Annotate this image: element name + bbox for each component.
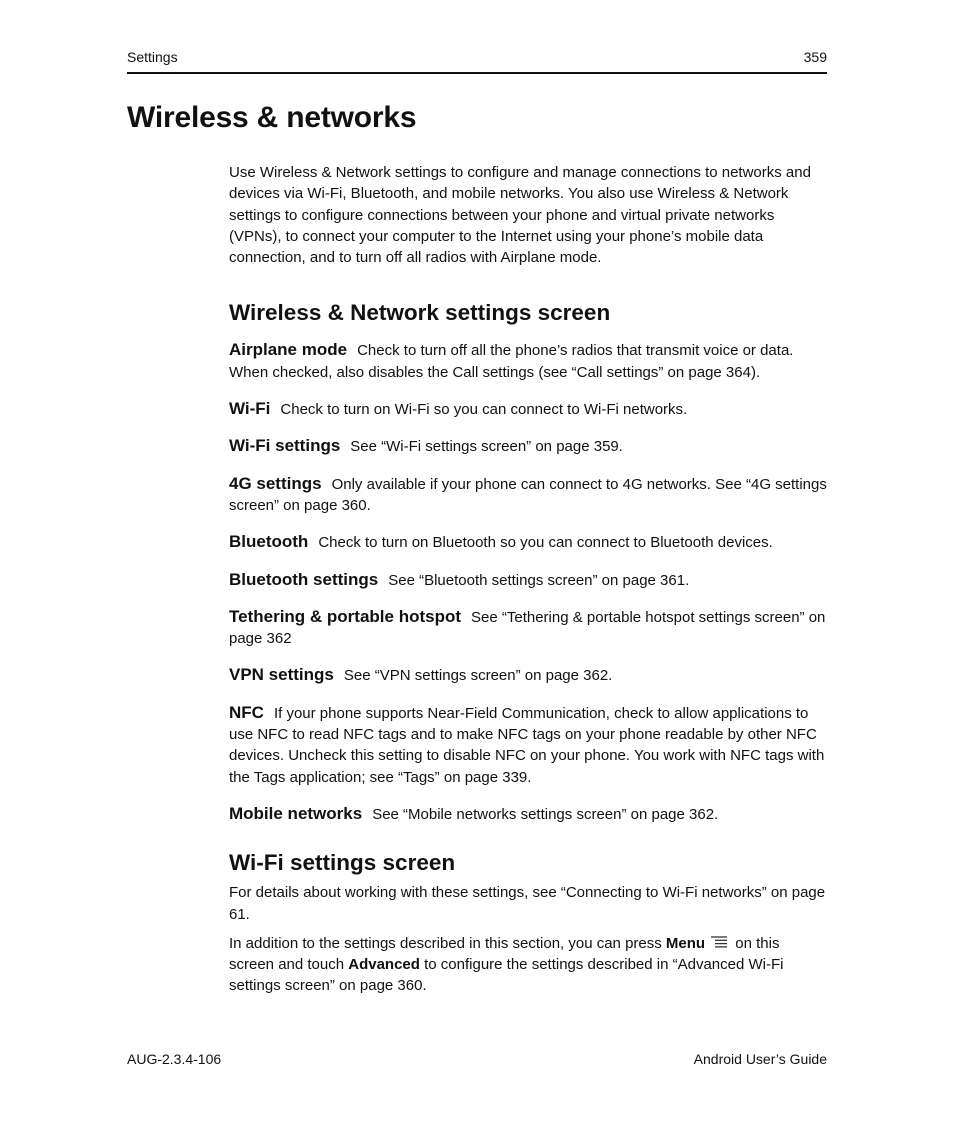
definition-desc: Only available if your phone can connect to 4G networks. See “4G settings screen” on page 360. <box>229 475 827 514</box>
definition-desc: See “Bluetooth settings screen” on page 361. <box>388 571 690 589</box>
section-heading-wireless-network: Wireless & Network settings screen <box>229 300 611 326</box>
footer-doc-id: AUG-2.3.4-106 <box>127 1051 222 1067</box>
definition-desc: If your phone supports Near-Field Communication, check to allow applications to use NFC to read NFC tags and to make NFC tags on your phone readable by other NFC devices. Uncheck this setting to disable NFC on your phone. You work with NFC tags with the Tags application; see “Tags” on page 339. <box>229 704 825 786</box>
main-content <box>229 162 827 1005</box>
wifi-settings-section <box>229 849 827 996</box>
definition-item <box>229 803 827 825</box>
intro-paragraph: Use Wireless & Network settings to configure and manage connections to networks and devices via Wi-Fi, Bluetooth, and mobile networks. You also use Wireless & Network settings to configure connections between your phone and virtual private networks (VPNs), to connect your computer to the Internet using your phone’s mobile data connection, and to turn off all radios with Airplane mode. <box>229 164 811 267</box>
definition-item <box>229 473 827 517</box>
wifi-paragraph-2 <box>229 933 827 997</box>
definition-term: Tethering & portable hotspot <box>229 606 462 626</box>
definition-term: Wi-Fi settings <box>229 436 341 456</box>
advanced-label: Advanced <box>348 956 420 974</box>
footer-guide-title: Android User’s Guide <box>693 1051 827 1067</box>
definition-item <box>229 569 827 591</box>
definition-item <box>229 339 827 383</box>
definition-desc: See “Tethering & portable hotspot settings screen” on page 362 <box>229 608 826 648</box>
settings-definition-list <box>229 339 827 825</box>
definition-item <box>229 664 827 686</box>
page-header <box>127 48 827 74</box>
definition-item <box>229 702 827 788</box>
definition-item <box>229 398 827 420</box>
definition-item <box>229 531 827 553</box>
definition-item <box>229 606 827 650</box>
definition-term: 4G settings <box>229 473 322 493</box>
definition-term: Bluetooth settings <box>229 569 379 589</box>
text-run: In addition to the settings described in this section, you can press <box>229 934 666 952</box>
definition-desc: See “Mobile networks settings screen” on page 362. <box>372 805 719 823</box>
text-run: on this screen and touch <box>229 934 780 974</box>
section-heading-wifi-settings: Wi-Fi settings screen <box>229 850 456 876</box>
definition-desc: See “Wi-Fi settings screen” on page 359. <box>350 438 623 456</box>
page-number: 359 <box>803 49 827 65</box>
menu-icon <box>709 935 729 949</box>
definition-term: VPN settings <box>229 665 334 685</box>
header-section: Settings <box>127 49 178 65</box>
text-run: to configure the settings described in “Advanced Wi-Fi settings screen” on page 360. <box>229 956 784 995</box>
definition-term: Bluetooth <box>229 532 309 552</box>
definition-item <box>229 435 827 457</box>
definition-term: NFC <box>229 702 264 722</box>
definition-desc: Check to turn on Bluetooth so you can connect to Bluetooth devices. <box>318 534 773 552</box>
definition-desc: See “VPN settings screen” on page 362. <box>343 667 613 685</box>
menu-label: Menu <box>665 934 706 952</box>
page-title: Wireless & networks <box>127 101 417 134</box>
definition-desc: Check to turn off all the phone’s radios that transmit voice or data. When checked, also disables the Call settings (see “Call settings” on page 364). <box>229 342 794 381</box>
definition-term: Mobile networks <box>229 803 363 823</box>
definition-desc: Check to turn on Wi-Fi so you can connect to Wi-Fi networks. <box>280 401 688 419</box>
wifi-paragraph-1: For details about working with these settings, see “Connecting to Wi-Fi networks” on page 61. <box>229 884 826 923</box>
definition-term: Wi-Fi <box>229 399 271 419</box>
definition-term: Airplane mode <box>229 340 348 360</box>
